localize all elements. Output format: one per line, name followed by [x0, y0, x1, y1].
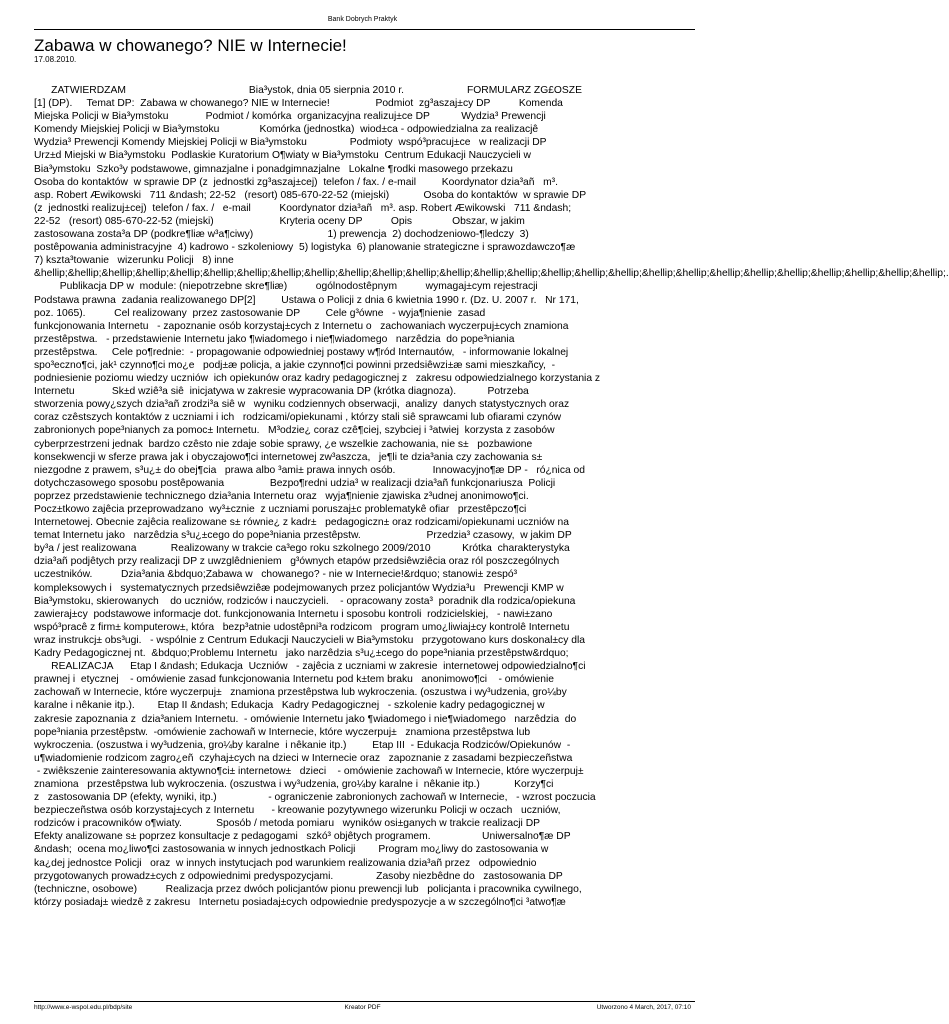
body-line: zachowañ w Internecie, które wyczerpuj± znamiona przestêpstwa lub wykroczenia. (oszustwa i wy³udzenia, gro¼by [34, 687, 567, 699]
body-line: funkcjonowania Internetu - zapoznanie osób korzystaj±cych z Internetu o zachowaniach wyczerpuj±cych znamiona [34, 320, 569, 332]
body-line: przestêpstwa. - przedstawienie Internetu jako ¶wiadomego i nie¶wiadomego narzêdzia do pope³niania [34, 333, 515, 345]
body-line: Osoba do kontaktów w sprawie DP (z jednostki zg³aszaj±cej) telefon / fax. / e-mail Koordynator dzia³añ m³. [34, 176, 558, 188]
body-line: uczestników. Dzia³ania &bdquo;Zabawa w chowanego? - nie w Internecie!&rdquo; stanowi± zespó³ [34, 569, 517, 581]
body-line: rodziców i pracowników o¶wiaty. Sposób / metoda pomiaru wyników osi±ganych w trakcie realizacji DP [34, 818, 541, 830]
body-line: zakresie zapoznania z dzia³aniem Internetu. - omówienie Internetu jako ¶wiadomego i nie¶wiadomego narzêdzia do [34, 713, 577, 725]
footer-url: http://www.e-wspol.edu.pl/bdp/site [34, 1004, 133, 1011]
body-line: którzy posiadaj± wiedzê z zakresu Internetu posiadaj±cych odpowiednie predyspozycje a w szczególno¶ci ³atwo¶æ [34, 896, 566, 908]
body-line: przestêpstwa. Cele po¶rednie: - propagowanie odpowiedniej postawy w¶ród Internautów, - informowanie lokalnej [34, 346, 569, 358]
document-body [34, 84, 949, 909]
page-title: Zabawa w chowanego? NIE w Internecie! [34, 36, 347, 55]
body-line: Pocz±tkowo zajêcia przeprowadzano wy³±cznie z uczniami poruszaj±c problematykê ofiar przestêpczo¶ci [34, 504, 527, 515]
body-line: postêpowania administracyjne 4) kadrowo - szkoleniowy 5) logistyka 6) planowanie strategiczne i sprawozdawczo¶æ [34, 242, 576, 254]
body-line: [1] (DP). Temat DP: Zabawa w chowanego? NIE w Internecie! Podmiot zg³aszaj±cy DP Komenda [34, 98, 563, 110]
body-line: (z jednostki realizuj±cej) telefon / fax. / e-mail Koordynator dzia³añ m³. asp. Robert Æwikowski 711 &ndash; [34, 202, 572, 214]
body-line: zawieraj±cy podstawowe informacje dot. funkcjonowania Internetu i sposobu kontroli rodzicielskiej, - nawi±zano [34, 608, 553, 620]
body-line: Internetowej. Obecnie zajêcia realizowane s± równie¿ z kadr± pedagogiczn± oraz rodzicami/opiekunami uczniów na [34, 517, 569, 529]
body-line: dotychczasowego sposobu postêpowania Bezpo¶redni udzia³ w realizacji dzia³añ funkcjonariusza Policji [34, 477, 556, 489]
body-line: przygotowanych prowadz±cych z odpowiednimi predyspozycjami. Zasoby niezbêdne do zastosowania DP [34, 870, 563, 882]
footer-divider [34, 1001, 695, 1002]
site-header: Bank Dobrych Praktyk [327, 16, 398, 23]
body-line: ZATWIERDZAM Bia³ystok, dnia 05 sierpnia 2010 r. FORMULARZ ZG£OSZE [34, 85, 582, 96]
body-line: coraz czêstszych kontaktów z uczniami i ich rodzicami/opiekunami , którzy stali siê sprawcami lub ofiarami czynów [34, 412, 562, 424]
body-line: 7) kszta³towanie wizerunku Policji 8) inne [34, 255, 234, 267]
body-line: wykroczenia. (oszustwa i wy³udzenia, gro¼by karalne i nêkanie itp.) Etap III - Edukacja Rodziców/Opiekunów - [34, 739, 571, 751]
body-line: poz. 1065). Cel realizowany przez zastosowanie DP Cele g³ówne - wyja¶nienie zasad [34, 307, 486, 319]
body-line: z zastosowania DP (efekty, wyniki, itp.) - ograniczenie zabronionych zachowañ w Internecie, - wzrost poczucia [34, 792, 596, 804]
body-line: karalne i nêkanie itp.). Etap II &ndash; Edukacja Kadry Pedagogicznej - szkolenie kadry pedagogicznej w [34, 700, 545, 712]
body-line: - zwiêkszenie zainteresowania aktywno¶ci± internetow± dzieci - omówienie zachowañ w Internecie, które wyczerpuj± [34, 765, 584, 777]
body-line: pope³niania przestêpstw. -omówienie zachowañ w Internecie, które wyczerpuj± znamiona przestêpstwa lub [34, 726, 531, 738]
body-line: REALIZACJA Etap I &ndash; Edukacja Uczniów - zajêcia z uczniami w zakresie internetowej odpowiedzialno¶ci [34, 661, 586, 673]
body-line: Podstawa prawna zadania realizowanego DP[2] Ustawa o Policji z dnia 6 kwietnia 1990 r. (Dz. U. 2007 r. Nr 171, [34, 294, 579, 306]
body-line: zabronionych pope³nianych za pomoc± Internetu. M³odzie¿ coraz czê¶ciej, szybciej i ³atwiej korzysta z zasobów [34, 425, 555, 437]
body-line: wraz instrukcj± obs³ugi. - wspólnie z Centrum Edukacji Nauczycieli w Bia³ymstoku przygotowano kurs doskonal±cy dla [34, 634, 585, 646]
body-line: stworzenia powy¿szych dzia³añ zrodzi³a siê w wyniku codziennych obserwacji, analizy danych statystycznych oraz [34, 399, 570, 411]
body-line: asp. Robert Æwikowski 711 &ndash; 22-52 (resort) 085-670-22-52 (miejski) Osoba do kontaktów w sprawie DP [34, 189, 587, 201]
body-line: by³a / jest realizowana Realizowany w trakcie ca³ego roku szkolnego 2009/2010 Krótka charakterystyka [34, 543, 570, 555]
body-line: prawnej i etycznej - omówienie zasad funkcjonowania Internetu pod k±tem braku anonimowo¶ci - omówienie [34, 674, 554, 686]
body-line: Wydzia³ Prewencji Komendy Miejskiej Policji w Bia³ymstoku Podmioty wspó³pracuj±ce w realizacji DP [34, 137, 547, 149]
body-line: Bia³ymstoku, skierowanych do uczniów, rodziców i nauczycieli. - opracowany zosta³ poradnik dla rodzica/opiekuna [34, 595, 576, 607]
body-line: bezpieczeñstwa osób korzystaj±cych z Internetu - kreowanie pozytywnego wizerunku Policji w oczach uczniów, [34, 805, 561, 817]
body-line: niezgodne z prawem, s³u¿± do obej¶cia prawa albo ³ami± prawa innych osób. Innowacyjno¶æ DP - ró¿nica od [34, 464, 586, 476]
body-line: ka¿dej jednostce Policji oraz w innych instytucjach pod warunkiem realizowania dzia³añ przez odpowiednio [34, 857, 537, 869]
body-line: (techniczne, osobowe) Realizacja przez dwóch policjantów pionu prewencji lub policjanta i pracownika cywilnego, [34, 883, 582, 895]
body-line: poprzez przedstawienie technicznego dzia³ania Internetu oraz wyja¶nienie zjawiska z³udnej anonimowo¶ci. [34, 490, 529, 502]
body-line: Bia³ymstoku Szko³y podstawowe, gimnazjalne i ponadgimnazjalne Lokalne ¶rodki masowego przekazu [34, 163, 513, 175]
body-line: Urz±d Miejski w Bia³ymstoku Podlaskie Kuratorium O¶wiaty w Bia³ymstoku Centrum Edukacji Nauczycieli w [34, 150, 531, 162]
body-line: 22-52 (resort) 085-670-22-52 (miejski) Kryteria oceny DP Opis Obszar, w jakim [34, 215, 525, 227]
body-line: Miejska Policji w Bia³ymstoku Podmiot / komórka organizacyjna realizuj±ce DP Wydzia³ Prewencji [34, 111, 546, 123]
body-line: podniesienie poziomu wiedzy uczniów ich opiekunów oraz kadry pedagogicznej z zakresu odpowiedzialnego korzystania z [34, 373, 601, 385]
body-line: Kadry Pedagogicznej nt. &bdquo;Problemu Internetu jako narzêdzia s³u¿±cego do pope³niania przestêpstw&rdquo; [34, 648, 569, 660]
body-line: temat Internetu jako narzêdzia s³u¿±cego do pope³niania przestêpstw. Przedzia³ czasowy, w jakim DP [34, 530, 572, 542]
body-line: kompleksowych i systematycznych przedsiêwziêæ podejmowanych przez policjantów Wydzia³u Prewencji KMP w [34, 582, 564, 594]
body-line: wspó³pracê z firm± komputerow±, która bezp³atnie udostêpni³a rodzicom program umo¿liwiaj±cy kontrolê Internetu [34, 621, 570, 633]
body-line: Internetu Sk±d wziê³a siê inicjatywa w zakresie wypracowania DP (krótka diagnoza). Potrzeba [34, 386, 529, 398]
body-line: Komendy Miejskiej Policji w Bia³ymstoku Komórka (jednostka) wiod±ca - odpowiedzialna za realizacjê [34, 124, 539, 136]
body-line: &hellip;&hellip;&hellip;&hellip;&hellip;&hellip;&hellip;&hellip;&hellip;&hellip;&hellip;&hellip;&hellip;&hellip;&hellip;&hellip;&hellip;&hellip;&hellip;&hellip;&hellip;&hellip;&hellip;&hellip;&hellip;&hellip;&hellip;. [34, 268, 949, 280]
body-line: Efekty analizowane s± poprzez konsultacje z pedagogami szkó³ objêtych programem. Uniwersalno¶æ DP [34, 831, 571, 843]
body-line: konsekwencji w sferze prawa jak i obyczajowo¶ci internetowej zw³aszcza, je¶li te dzia³ania czy zachowania s± [34, 451, 543, 463]
body-line: spo³eczno¶ci, jak¹ czynno¶ci mo¿e podj±æ policja, a jakie czynno¶ci powinni przedsiêwzi±æ sami mieszkañcy, - [34, 359, 556, 371]
body-line: &ndash; ocena mo¿liwo¶ci zastosowania w innych jednostkach Policji Program mo¿liwy do zastosowania w [34, 844, 549, 856]
body-line: dzia³añ podjêtych przy realizacji DP z uwzglêdnieniem g³ównych etapów przedsiêwziêcia oraz ról poszczególnych [34, 556, 560, 568]
header-divider [34, 29, 695, 30]
footer-created: Utworzono 4 March, 2017, 07:10 [596, 1004, 691, 1011]
body-line: cyberprzestrzeni jednak bardzo czêsto nie zdaje sobie sprawy, ¿e wszelkie zachowania, nie s± pozbawione [34, 438, 533, 450]
body-line: Publikacja DP w module: (niepotrzebne skre¶liæ) ogólnodostêpnym wymagaj±cym rejestracji [34, 281, 538, 293]
footer-generator: Kreator PDF [344, 1004, 381, 1011]
page-date: 17.08.2010. [34, 55, 77, 64]
body-line: znamiona przestêpstwa lub wykroczenia. (oszustwa i wy³udzenia, gro¼by karalne i nêkanie itp.) Korzy¶ci [34, 778, 554, 790]
body-line: u¶wiadomienie rodzicom zagro¿eñ czyhaj±cych na dzieci w Internecie oraz zapoznanie z zasadami bezpieczeñstwa [34, 752, 573, 764]
body-line: zastosowana zosta³a DP (podkre¶liæ w³a¶ciwy) 1) prewencja 2) dochodzeniowo-¶ledczy 3) [34, 229, 529, 241]
